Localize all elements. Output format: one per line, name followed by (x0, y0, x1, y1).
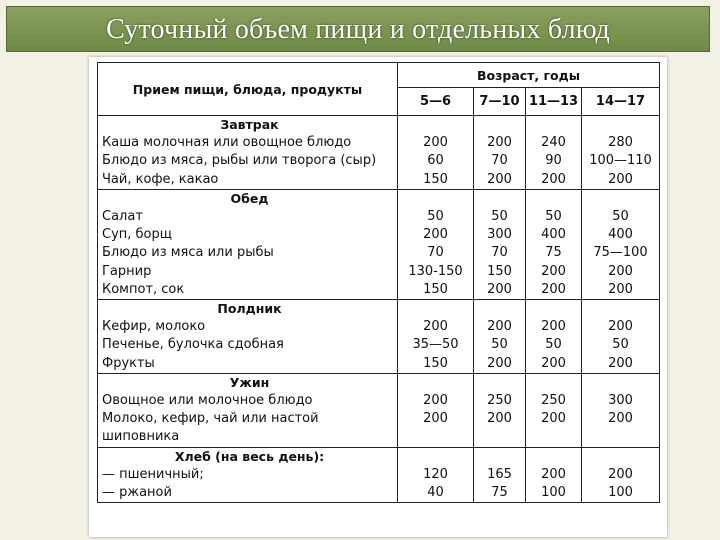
value: 300 (487, 227, 512, 243)
value-cell (474, 116, 526, 190)
value: 60 (427, 153, 444, 169)
value: 200 (487, 411, 512, 427)
value-cell (398, 300, 474, 374)
value: 150 (423, 171, 448, 187)
value: 200 (541, 281, 566, 297)
slide-title: Суточный объем пищи и отдельных блюд (106, 14, 610, 45)
meal-item: Компот, сок (102, 281, 185, 297)
meal-item: шиповника (102, 429, 180, 445)
value: 200 (608, 281, 633, 297)
value-cell (526, 189, 582, 299)
value-cell (526, 300, 582, 374)
meal-items-cell (98, 447, 398, 503)
header-age: Возраст, годы (398, 63, 660, 88)
value: 200 (541, 319, 566, 335)
value: 200 (608, 466, 633, 482)
meal-item: Чай, кофе, какао (102, 171, 219, 187)
value-cell (582, 447, 660, 503)
value: 200 (423, 411, 448, 427)
age-range-3: 11—13 (526, 88, 582, 116)
value: 400 (541, 227, 566, 243)
value: 250 (541, 393, 566, 409)
value-cell (582, 116, 660, 190)
meal-title: Ужин (229, 374, 270, 390)
value: 165 (487, 466, 512, 482)
value: 200 (487, 319, 512, 335)
value-cell (398, 189, 474, 299)
value: 90 (545, 153, 562, 169)
value: 200 (608, 171, 633, 187)
meal-item: Каша молочная или овощное блюдо (102, 135, 352, 151)
value-cell (526, 447, 582, 503)
value-cell (582, 189, 660, 299)
value: 50 (545, 337, 562, 353)
value: 200 (541, 171, 566, 187)
value-cell (582, 373, 660, 447)
age-range-1: 5—6 (398, 88, 474, 116)
value-cell (474, 189, 526, 299)
age-range-2: 7—10 (474, 88, 526, 116)
value: 120 (423, 466, 448, 482)
value: 50 (427, 209, 444, 224)
value: 280 (608, 135, 633, 151)
meal-items-cell (98, 373, 398, 447)
table-row (98, 300, 660, 374)
table-row (98, 189, 660, 299)
value: 250 (487, 393, 512, 409)
meal-item: — пшеничный; (102, 466, 204, 482)
value-cell (398, 447, 474, 503)
meal-item: Кефир, молоко (102, 319, 206, 335)
value-cell (474, 447, 526, 503)
value: 200 (487, 281, 512, 297)
value: 200 (608, 263, 633, 279)
value: 75 (545, 245, 562, 261)
value: 300 (608, 393, 633, 409)
value: 70 (491, 245, 508, 261)
meal-item: Фрукты (102, 355, 155, 371)
value-cell (398, 116, 474, 190)
meal-item: Гарнир (102, 263, 152, 279)
value: 200 (608, 319, 633, 335)
meal-items-cell (98, 300, 398, 374)
value: 35—50 (412, 337, 459, 353)
meal-items-cell (98, 116, 398, 190)
value-cell (474, 300, 526, 374)
value: 70 (427, 245, 444, 261)
value: 200 (423, 135, 448, 151)
meal-item: Салат (102, 209, 143, 225)
value: 100 (541, 485, 566, 501)
value-cell (582, 300, 660, 374)
meal-items-cell (98, 189, 398, 299)
table-row (98, 373, 660, 447)
value: 50 (612, 209, 629, 224)
value: 50 (491, 337, 508, 353)
meal-item: Блюдо из мяса или рыбы (102, 245, 274, 261)
value: 70 (491, 153, 508, 169)
value: 50 (612, 337, 629, 353)
value: 130-150 (408, 263, 463, 279)
age-range-4: 14—17 (582, 88, 660, 116)
meal-title: Обед (230, 190, 269, 206)
value: 200 (487, 171, 512, 187)
value: 150 (487, 263, 512, 279)
value: 200 (541, 411, 566, 427)
value: 400 (608, 227, 633, 243)
value: 100—110 (589, 153, 652, 169)
value: 200 (541, 355, 566, 371)
value: 200 (487, 355, 512, 371)
value: 150 (423, 281, 448, 297)
value: 40 (427, 485, 444, 501)
value: 200 (423, 393, 448, 409)
value: 75—100 (593, 245, 648, 261)
slide-title-bar (6, 6, 710, 52)
meal-item: Суп, борщ (102, 227, 173, 243)
table-row (98, 447, 660, 503)
value: 200 (487, 135, 512, 151)
meal-title: Завтрак (220, 117, 279, 132)
value: 200 (608, 411, 633, 427)
meal-item: — ржаной (102, 485, 172, 501)
value: 150 (423, 355, 448, 371)
value: 100 (608, 485, 633, 501)
value: 200 (541, 466, 566, 482)
value: 50 (491, 209, 508, 224)
value: 200 (541, 263, 566, 279)
meal-title: Хлеб (на весь день): (174, 448, 325, 464)
meal-item: Печенье, булочка сдобная (102, 337, 284, 353)
value: 50 (545, 209, 562, 224)
table-image (89, 57, 667, 537)
value-cell (398, 373, 474, 447)
value-cell (526, 373, 582, 447)
value: 200 (423, 319, 448, 335)
meal-title: Полдник (217, 301, 282, 317)
meal-item: Молоко, кефир, чай или настой (102, 411, 319, 427)
meal-item: Овощное или молочное блюдо (102, 393, 313, 409)
meal-item: Блюдо из мяса, рыбы или творога (сыр) (102, 153, 377, 169)
value: 200 (423, 227, 448, 243)
food-volume-table (97, 62, 660, 503)
value-cell (474, 373, 526, 447)
header-item: Прием пищи, блюда, продукты (98, 63, 398, 116)
value: 200 (608, 355, 633, 371)
value-cell (526, 116, 582, 190)
value: 75 (491, 485, 508, 501)
table-row (98, 116, 660, 190)
value: 240 (541, 135, 566, 151)
